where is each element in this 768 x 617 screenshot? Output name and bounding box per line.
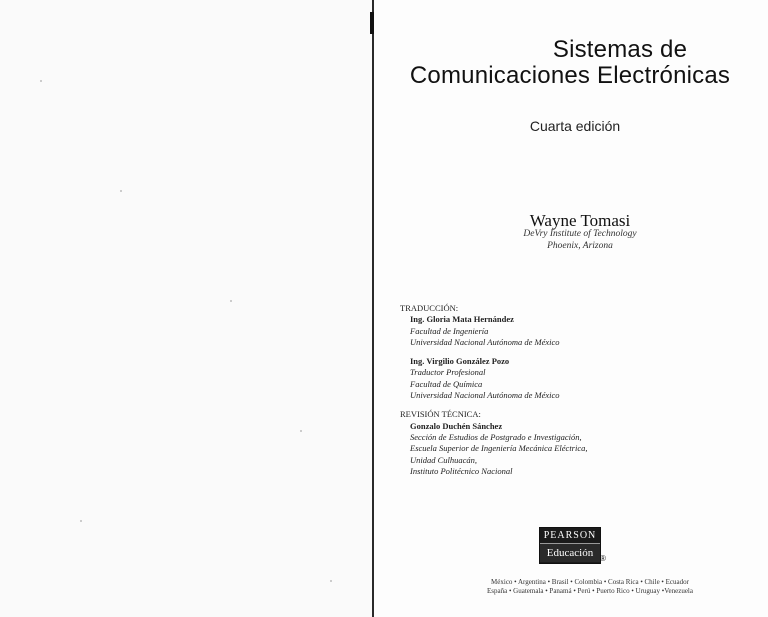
translator-affiliation: Facultad de Química xyxy=(410,378,483,389)
translator-affiliation: Universidad Nacional Autónoma de México xyxy=(410,336,560,347)
countries-line: España • Guatemala • Panamá • Perú • Puerto Rico • Uruguay •Venezuela xyxy=(487,587,693,595)
pearson-logo xyxy=(539,527,601,564)
credits-block xyxy=(400,303,700,477)
book-title-line2: Comunicaciones Electrónicas xyxy=(409,62,731,89)
translator-name: Ing. Gloria Mata Hernández xyxy=(410,314,514,325)
reviewer-affiliation: Escuela Superior de Ingeniería Mecánica Eléctrica, xyxy=(410,443,588,454)
review-heading: REVISIÓN TÉCNICA: xyxy=(400,409,481,420)
paper-speck xyxy=(300,430,302,432)
paper-speck xyxy=(330,580,332,582)
author-location: Phoenix, Arizona xyxy=(547,241,613,251)
gutter-mark xyxy=(370,12,374,34)
translator-affiliation: Universidad Nacional Autónoma de México xyxy=(410,390,560,401)
translator-affiliation: Traductor Profesional xyxy=(410,367,486,378)
registered-mark: ® xyxy=(600,554,606,563)
translator-name: Ing. Virgilio González Pozo xyxy=(410,356,510,367)
book-gutter xyxy=(372,0,374,617)
countries-line: México • Argentina • Brasil • Colombia • Costa Rica • Chile • Ecuador xyxy=(491,578,689,586)
logo-bottom-text: Educación xyxy=(540,543,600,562)
reviewer-name: Gonzalo Duchén Sánchez xyxy=(410,420,503,431)
translation-heading: TRADUCCIÓN: xyxy=(400,303,459,313)
paper-speck xyxy=(80,520,82,522)
book-title-line1: Sistemas de xyxy=(552,36,688,63)
paper-speck xyxy=(120,190,122,192)
paper-speck xyxy=(40,80,42,82)
reviewer-affiliation: Instituto Politécnico Nacional xyxy=(410,465,513,476)
paper-speck xyxy=(230,300,232,302)
left-blank-page xyxy=(0,0,372,617)
edition-label: Cuarta edición xyxy=(529,118,621,134)
reviewer-affiliation: Sección de Estudios de Postgrado e Investigación, xyxy=(410,431,582,442)
author-affiliation: DeVry Institute of Technology xyxy=(523,229,637,239)
logo-top-text: PEARSON xyxy=(543,530,597,541)
author-name: Wayne Tomasi xyxy=(529,211,631,230)
translator-affiliation: Facultad de Ingeniería xyxy=(410,325,489,336)
reviewer-affiliation: Unidad Culhuacán, xyxy=(410,454,478,465)
